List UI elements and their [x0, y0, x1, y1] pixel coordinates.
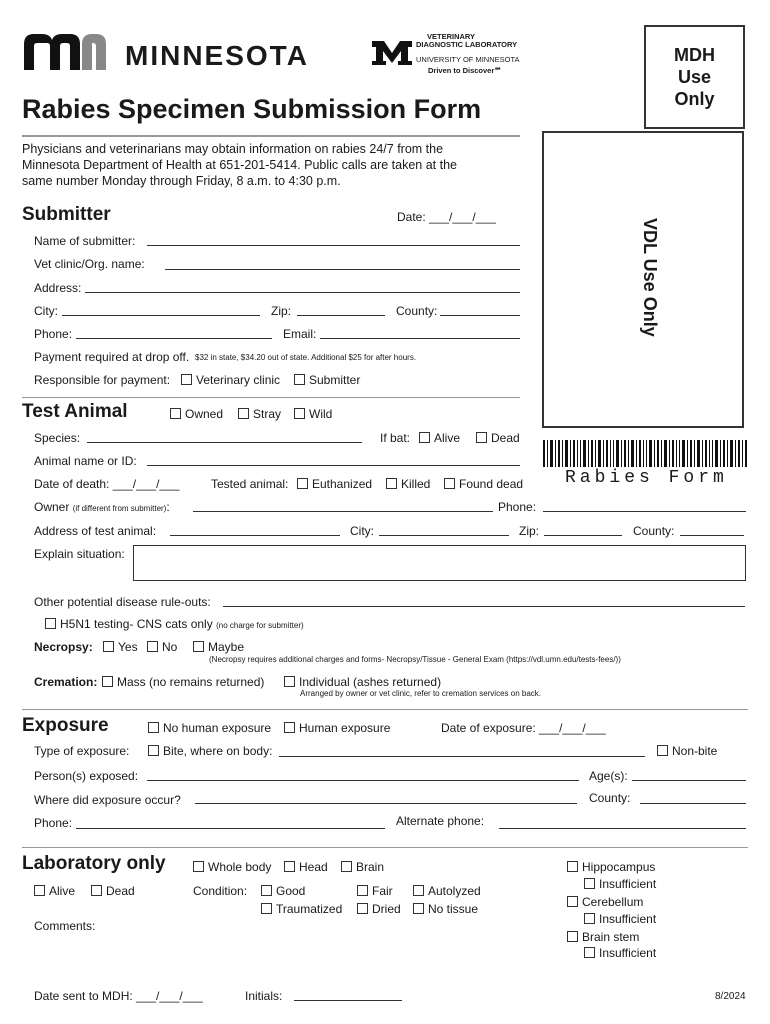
- necropsy-maybe-checkbox[interactable]: Maybe: [193, 640, 244, 654]
- checkbox-icon[interactable]: [294, 408, 305, 419]
- hippocampus-insufficient-checkbox[interactable]: Insufficient: [584, 877, 656, 891]
- ages-label: Age(s):: [589, 769, 628, 783]
- address-field[interactable]: [85, 292, 520, 293]
- checkbox-icon[interactable]: [567, 931, 578, 942]
- mdh-use-only-box: MDH Use Only: [644, 25, 745, 129]
- exposure-county-field[interactable]: [640, 803, 746, 804]
- animal-zip-field[interactable]: [544, 535, 622, 536]
- checkbox-icon[interactable]: [567, 861, 578, 872]
- cerebellum-checkbox[interactable]: Cerebellum: [567, 895, 643, 909]
- minnesota-mn-logo: [24, 34, 106, 70]
- ruleouts-label: Other potential disease rule-outs:: [34, 595, 211, 609]
- university-m-logo: [372, 41, 412, 65]
- payment-note: $32 in state, $34.20 out of state. Additional $25 for after hours.: [195, 353, 417, 362]
- exposure-county-label: County:: [589, 791, 631, 805]
- vet-clinic-field[interactable]: [165, 269, 520, 270]
- checkbox-icon[interactable]: [102, 676, 113, 687]
- bite-checkbox[interactable]: Bite, where on body:: [148, 744, 272, 758]
- checkbox-icon[interactable]: [147, 641, 158, 652]
- checkbox-icon[interactable]: [284, 676, 295, 687]
- barcode-caption: Rabies Form: [565, 468, 728, 488]
- checkbox-icon[interactable]: [357, 903, 368, 914]
- head-checkbox[interactable]: Head: [284, 860, 328, 874]
- city-label: City:: [34, 304, 58, 318]
- animal-city-label: City:: [350, 524, 374, 538]
- phone-field[interactable]: [76, 338, 272, 339]
- checkbox-icon[interactable]: [386, 478, 397, 489]
- checkbox-icon[interactable]: [297, 478, 308, 489]
- checkbox-icon[interactable]: [45, 618, 56, 629]
- checkbox-icon[interactable]: [284, 722, 295, 733]
- checkbox-icon[interactable]: [657, 745, 668, 756]
- county-label: County:: [396, 304, 438, 318]
- checkbox-icon[interactable]: [148, 745, 159, 756]
- checkbox-icon[interactable]: [294, 374, 305, 385]
- barcode-image: [543, 440, 747, 467]
- checkbox-icon[interactable]: [341, 861, 352, 872]
- responsible-submitter-checkbox[interactable]: Submitter: [294, 373, 360, 387]
- county-field[interactable]: [440, 315, 520, 316]
- submitter-name-label: Name of submitter:: [34, 234, 136, 248]
- checkbox-icon[interactable]: [419, 432, 430, 443]
- bite-location-field[interactable]: [279, 756, 645, 757]
- city-field[interactable]: [62, 315, 260, 316]
- vdl-logo-line3: UNIVERSITY OF MINNESOTA: [416, 55, 520, 64]
- animal-address-field[interactable]: [170, 535, 340, 536]
- checkbox-icon[interactable]: [584, 913, 595, 924]
- owner-phone-field[interactable]: [543, 511, 746, 512]
- ages-field[interactable]: [632, 780, 746, 781]
- traumatized-checkbox[interactable]: Traumatized: [261, 902, 342, 916]
- brain-stem-checkbox[interactable]: Brain stem: [567, 930, 639, 944]
- checkbox-icon[interactable]: [193, 641, 204, 652]
- alternate-phone-label: Alternate phone:: [396, 814, 485, 828]
- checkbox-icon[interactable]: [181, 374, 192, 385]
- vdl-logo-line2: DIAGNOSTIC LABORATORY: [416, 40, 518, 49]
- h5n1-checkbox[interactable]: H5N1 testing- CNS cats only (no charge for submitter): [45, 617, 304, 631]
- checkbox-icon[interactable]: [91, 885, 102, 896]
- alternate-phone-field[interactable]: [499, 828, 746, 829]
- form-version: 8/2024: [715, 991, 746, 1002]
- cremation-individual-checkbox[interactable]: Individual (ashes returned): [284, 675, 441, 689]
- species-field[interactable]: [87, 442, 362, 443]
- human-exposure-checkbox[interactable]: Human exposure: [284, 721, 390, 735]
- necropsy-note: (Necropsy requires additional charges and forms- Necropsy/Tissue - General Exam (https://vdl.umn.edu/tests-fees/)): [209, 655, 621, 664]
- cremation-note: Arranged by owner or vet clinic, refer to cremation services on back.: [300, 689, 541, 698]
- animal-county-label: County:: [633, 524, 675, 538]
- animal-county-field[interactable]: [680, 535, 744, 536]
- animal-zip-label: Zip:: [519, 524, 540, 538]
- autolyzed-checkbox[interactable]: Autolyzed: [413, 884, 481, 898]
- killed-checkbox[interactable]: Killed: [386, 477, 430, 491]
- owner-phone-label: Phone:: [498, 500, 537, 514]
- comments-label: Comments:: [34, 919, 96, 933]
- exposure-location-field[interactable]: [195, 803, 577, 804]
- checkbox-icon[interactable]: [170, 408, 181, 419]
- email-label: Email:: [283, 327, 317, 341]
- exposure-phone-field[interactable]: [76, 828, 385, 829]
- checkbox-icon[interactable]: [584, 947, 595, 958]
- checkbox-icon[interactable]: [413, 885, 424, 896]
- tested-animal-label: Tested animal:: [211, 477, 289, 491]
- zip-label: Zip:: [271, 304, 292, 318]
- responsible-vet-checkbox[interactable]: Veterinary clinic: [181, 373, 280, 387]
- animal-name-field[interactable]: [147, 465, 520, 466]
- checkbox-icon[interactable]: [413, 903, 424, 914]
- date-sent-to-mdh[interactable]: Date sent to MDH: ___/___/___: [34, 989, 203, 1003]
- lab-alive-checkbox[interactable]: Alive: [34, 884, 75, 898]
- cremation-label: Cremation:: [34, 675, 98, 689]
- euthanized-checkbox[interactable]: Euthanized: [297, 477, 372, 491]
- date-of-exposure[interactable]: Date of exposure: ___/___/___: [441, 721, 606, 735]
- initials-field[interactable]: [294, 1000, 402, 1001]
- intro-line-1: Physicians and veterinarians may obtain information on rabies 24/7 from the: [22, 142, 444, 156]
- section-divider: [22, 397, 520, 398]
- submitter-date[interactable]: Date: ___/___/___: [397, 210, 496, 224]
- brain-stem-insufficient-checkbox[interactable]: Insufficient: [584, 946, 656, 960]
- payment-label: Payment required at drop off.: [34, 350, 190, 364]
- vdl-logo-line1: VETERINARY: [427, 32, 476, 41]
- lab-dead-checkbox[interactable]: Dead: [91, 884, 135, 898]
- necropsy-no-checkbox[interactable]: No: [147, 640, 177, 654]
- good-checkbox[interactable]: Good: [261, 884, 305, 898]
- checkbox-icon[interactable]: [34, 885, 45, 896]
- animal-name-label: Animal name or ID:: [34, 454, 137, 468]
- exposure-phone-label: Phone:: [34, 816, 73, 830]
- initials-label: Initials:: [245, 989, 283, 1003]
- test-animal-heading: Test Animal: [22, 401, 128, 422]
- checkbox-icon[interactable]: [284, 861, 295, 872]
- non-bite-checkbox[interactable]: Non-bite: [657, 744, 717, 758]
- fair-checkbox[interactable]: Fair: [357, 884, 393, 898]
- intro-line-2: Minnesota Department of Health at 651-201-5414. Public calls are taken at the: [22, 158, 457, 172]
- checkbox-icon[interactable]: [261, 885, 272, 896]
- brain-checkbox[interactable]: Brain: [341, 860, 384, 874]
- section-divider: [22, 847, 748, 848]
- no-human-exposure-checkbox[interactable]: No human exposure: [148, 721, 271, 735]
- necropsy-yes-checkbox[interactable]: Yes: [103, 640, 138, 654]
- cerebellum-insufficient-checkbox[interactable]: Insufficient: [584, 912, 656, 926]
- if-bat-label: If bat:: [380, 431, 411, 445]
- found-dead-checkbox[interactable]: Found dead: [444, 477, 523, 491]
- ruleouts-field[interactable]: [223, 606, 745, 607]
- form-title: Rabies Specimen Submission Form: [22, 94, 482, 124]
- necropsy-label: Necropsy:: [34, 640, 93, 654]
- checkbox-icon[interactable]: [567, 896, 578, 907]
- owned-checkbox[interactable]: Owned: [170, 407, 223, 421]
- wild-checkbox[interactable]: Wild: [294, 407, 332, 421]
- cremation-mass-checkbox[interactable]: Mass (no remains returned): [102, 675, 264, 689]
- exposure-heading: Exposure: [22, 715, 109, 736]
- phone-label: Phone:: [34, 327, 73, 341]
- checkbox-icon[interactable]: [357, 885, 368, 896]
- persons-exposed-field[interactable]: [147, 780, 579, 781]
- exposure-location-label: Where did exposure occur?: [34, 793, 181, 807]
- email-field[interactable]: [320, 338, 520, 339]
- zip-field[interactable]: [297, 315, 385, 316]
- no-tissue-checkbox[interactable]: No tissue: [413, 902, 478, 916]
- checkbox-icon[interactable]: [238, 408, 249, 419]
- type-of-exposure-label: Type of exposure:: [34, 744, 130, 758]
- checkbox-icon[interactable]: [261, 903, 272, 914]
- responsible-label: Responsible for payment:: [34, 373, 171, 387]
- checkbox-icon[interactable]: [193, 861, 204, 872]
- minnesota-wordmark: MINNESOTA: [125, 40, 309, 71]
- whole-body-checkbox[interactable]: Whole body: [193, 860, 271, 874]
- date-of-death[interactable]: Date of death: ___/___/___: [34, 477, 180, 491]
- vet-clinic-label: Vet clinic/Org. name:: [34, 257, 145, 271]
- persons-exposed-label: Person(s) exposed:: [34, 769, 139, 783]
- checkbox-icon[interactable]: [444, 478, 455, 489]
- intro-line-3: same number Monday through Friday, 8 a.m. to 4:30 p.m.: [22, 174, 341, 188]
- laboratory-heading: Laboratory only: [22, 853, 166, 874]
- submitter-heading: Submitter: [22, 204, 111, 225]
- checkbox-icon[interactable]: [103, 641, 114, 652]
- animal-address-label: Address of test animal:: [34, 524, 157, 538]
- explain-situation-label: Explain situation:: [34, 547, 125, 561]
- explain-situation-textarea[interactable]: [133, 545, 746, 581]
- animal-city-field[interactable]: [379, 535, 509, 536]
- vdl-logo-line4: Driven to Discover℠: [428, 66, 502, 75]
- stray-checkbox[interactable]: Stray: [238, 407, 281, 421]
- hippocampus-checkbox[interactable]: Hippocampus: [567, 860, 655, 874]
- address-label: Address:: [34, 281, 82, 295]
- bat-alive-checkbox[interactable]: Alive: [419, 431, 460, 445]
- species-label: Species:: [34, 431, 81, 445]
- owner-label: Owner (if different from submitter):: [34, 500, 170, 514]
- checkbox-icon[interactable]: [476, 432, 487, 443]
- owner-field[interactable]: [193, 511, 493, 512]
- vdl-use-only-label: VDL Use Only: [640, 218, 660, 337]
- condition-label: Condition:: [193, 884, 248, 898]
- submitter-name-field[interactable]: [147, 245, 520, 246]
- bat-dead-checkbox[interactable]: Dead: [476, 431, 520, 445]
- section-divider: [22, 709, 748, 710]
- checkbox-icon[interactable]: [584, 878, 595, 889]
- checkbox-icon[interactable]: [148, 722, 159, 733]
- dried-checkbox[interactable]: Dried: [357, 902, 401, 916]
- title-rule: [22, 135, 520, 137]
